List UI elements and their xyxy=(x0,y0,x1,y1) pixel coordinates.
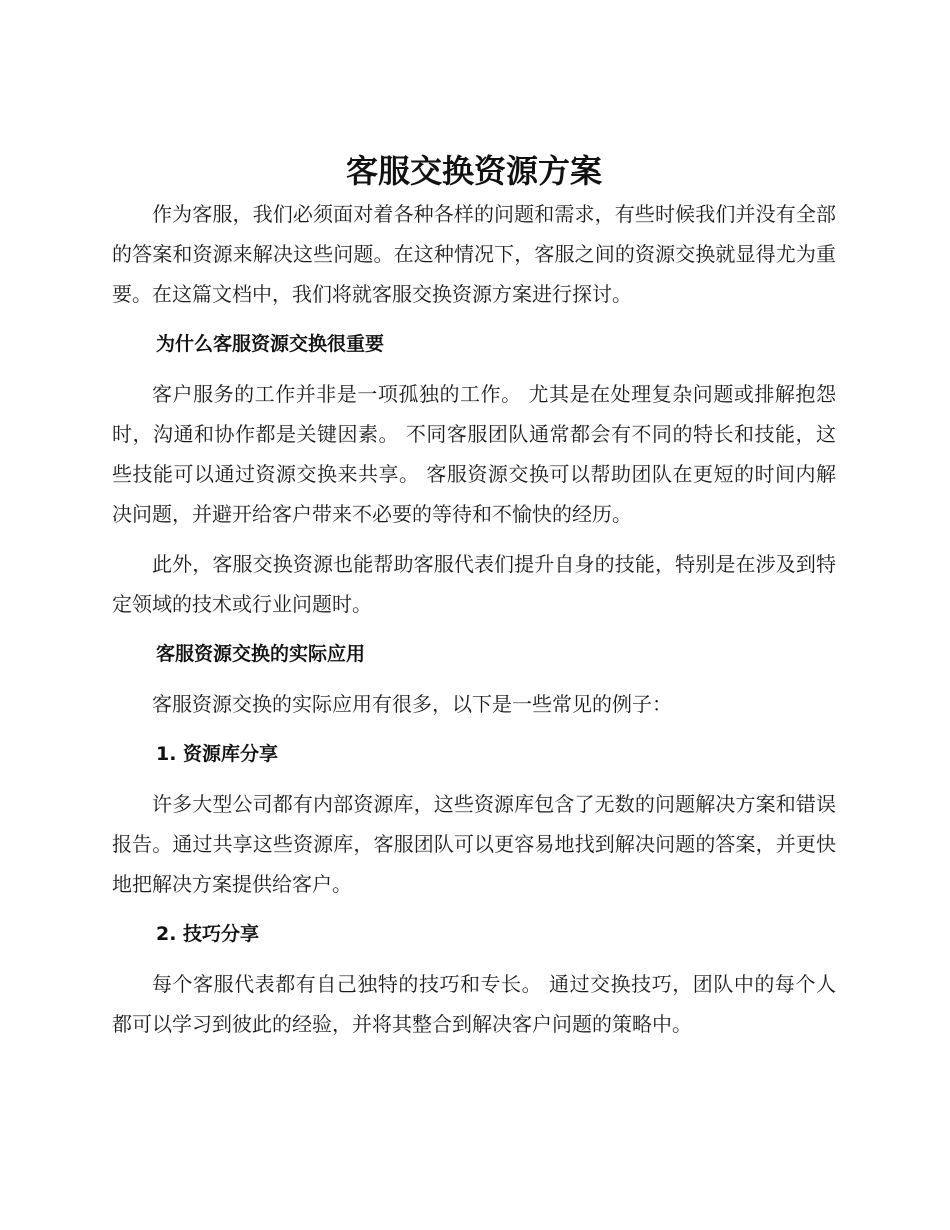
spacer xyxy=(112,624,836,634)
section-heading-importance: 为什么客服资源交换很重要 xyxy=(156,333,385,355)
spacer xyxy=(112,674,836,684)
importance-paragraph-1: 客户服务的工作并非是一项孤独的工作。 尤其是在处理复杂问题或排解抱怨时，沟通和协作都是关键因素。 不同客服团队通常都会有不同的特长和技能，这些技能可以通过资源交换来共享。 客服资源交换可以帮助团队在更短的时间内解决问题，并避开给客户带来不必要的等待和不愉快的经历。 xyxy=(112,382,836,526)
spacer xyxy=(112,534,836,544)
spacer xyxy=(112,954,836,964)
spacer xyxy=(112,314,836,324)
item-heading-resource-library: 1. 资源库分享 xyxy=(156,743,279,765)
skill-sharing-paragraph: 每个客服代表都有自己独特的技巧和专长。 通过交换技巧，团队中的每个人都可以学习到彼此的经验，并将其整合到解决客户问题的策略中。 xyxy=(112,972,836,1036)
intro-paragraph: 作为客服，我们必须面对着各种各样的问题和需求，有些时候我们并没有全部的答案和资源来解决这些问题。在这种情况下，客服之间的资源交换就显得尤为重要。在这篇文档中，我们将就客服交换资源方案进行探讨。 xyxy=(112,202,836,306)
section-heading-applications: 客服资源交换的实际应用 xyxy=(156,643,366,665)
resource-library-paragraph: 许多大型公司都有内部资源库，这些资源库包含了无数的问题解决方案和错误报告。通过共享这些资源库，客服团队可以更容易地找到解决问题的答案，并更快地把解决方案提供给客户。 xyxy=(112,792,836,896)
document-title: 客服交换资源方案 xyxy=(345,152,602,190)
spacer xyxy=(112,774,836,784)
applications-intro: 客服资源交换的实际应用有很多，以下是一些常见的例子： xyxy=(152,692,672,716)
spacer xyxy=(112,904,836,914)
spacer xyxy=(112,724,836,734)
importance-paragraph-2: 此外，客服交换资源也能帮助客服代表们提升自身的技能，特别是在涉及到特定领域的技术或行业问题时。 xyxy=(112,552,836,616)
item-heading-skill-sharing: 2. 技巧分享 xyxy=(156,923,260,945)
spacer xyxy=(112,364,836,374)
document-body xyxy=(112,148,836,1044)
